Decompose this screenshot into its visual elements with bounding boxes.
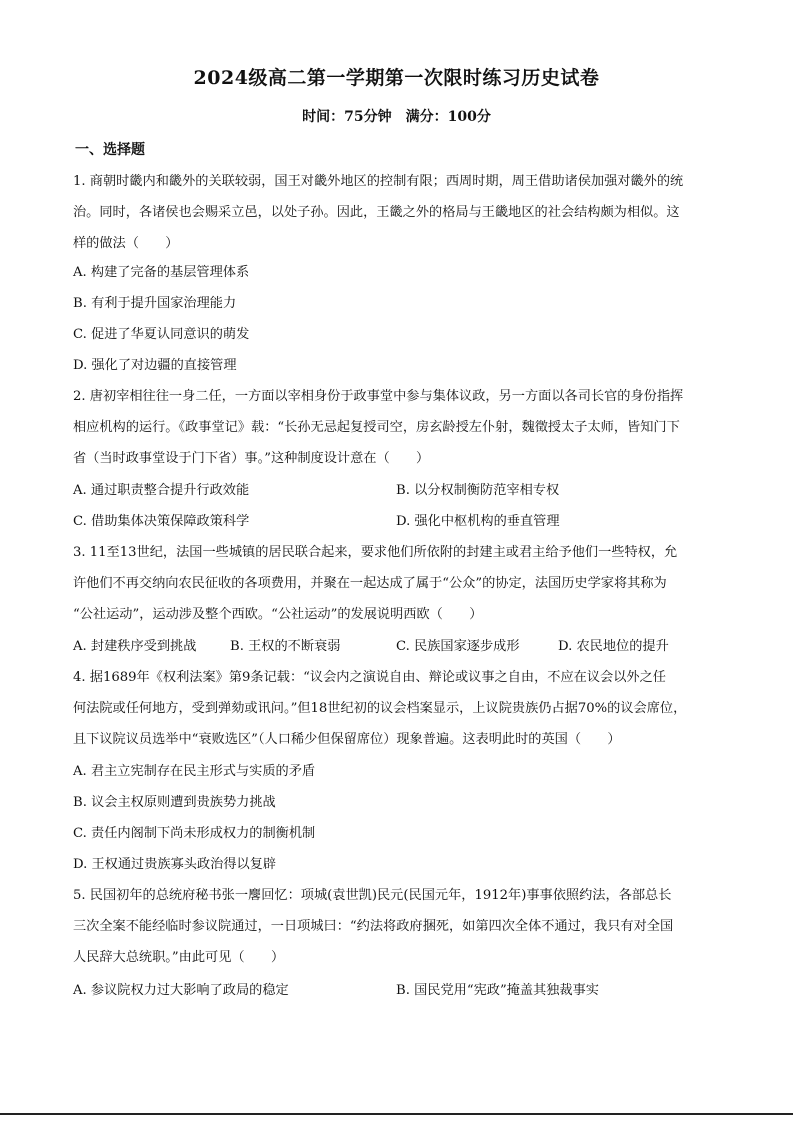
question-3-option-b[interactable]: B. 王权的不断衰弱 — [230, 639, 341, 654]
question-4-option-c[interactable]: C. 责任内阁制下尚未形成权力的制衡机制 — [73, 826, 316, 841]
question-1-option-d[interactable]: D. 强化了对边疆的直接管理 — [73, 358, 237, 373]
question-3-stem-line-2: 许他们不再交纳向农民征收的各项费用，并聚在一起达成了属于“公众”的协定，法国历史学家将其称为 — [73, 576, 667, 591]
question-3-option-a[interactable]: A. 封建秩序受到挑战 — [73, 639, 197, 654]
question-3-stem-line-3: “公社运动”，运动涉及整个西欧。“公社运动”的发展说明西欧（ ） — [73, 607, 483, 622]
question-4-option-d[interactable]: D. 王权通过贵族寡头政治得以复辟 — [73, 857, 277, 872]
question-2-option-d[interactable]: D. 强化中枢机构的垂直管理 — [396, 514, 560, 529]
question-1-option-c[interactable]: C. 促进了华夏认同意识的萌发 — [73, 327, 250, 342]
question-4-stem-line-1: 4. 据1689年《权利法案》第9条记载：“议会内之演说自由、辩论或议事之自由，不应在议会以外之任 — [73, 670, 666, 685]
question-4-option-b[interactable]: B. 议会主权原则遭到贵族势力挑战 — [73, 795, 276, 810]
question-5-option-b[interactable]: B. 国民党用“宪政”掩盖其独裁事实 — [396, 983, 599, 998]
exam-meta — [0, 106, 793, 126]
question-2-stem-line-3: 省（当时政事堂设于门下省）事。”这种制度设计意在（ ） — [73, 451, 430, 466]
question-5-stem-line-2: 三次全案不能经临时参议院通过，一日项城曰：“约法将政府捆死，如第四次全体不通过，我只有对全国 — [73, 919, 674, 934]
section-heading: 一、选择题 — [75, 142, 145, 158]
question-1-stem-line-1: 1. 商朝时畿内和畿外的关联较弱，国王对畿外地区的控制有限；西周时期，周王借助诸侯加强对畿外的统 — [73, 174, 684, 189]
score-label: 满分：100分 — [405, 109, 491, 125]
question-1-stem-line-3: 样的做法（ ） — [73, 236, 179, 251]
question-3-option-c[interactable]: C. 民族国家逐步成形 — [396, 639, 520, 654]
exam-title: 2024级高二第一学期第一次限时练习历史试卷 — [193, 67, 600, 89]
question-4-option-a[interactable]: A. 君主立宪制存在民主形式与实质的矛盾 — [73, 764, 316, 779]
question-1-stem-line-2: 治。同时，各诸侯也会赐采立邑，以处子孙。因此，王畿之外的格局与王畿地区的社会结构颇为相似。这 — [73, 205, 680, 220]
question-2-option-a[interactable]: A. 通过职责整合提升行政效能 — [73, 483, 250, 498]
question-2-option-c[interactable]: C. 借助集体决策保障政策科学 — [73, 514, 250, 529]
question-4-stem-line-3: 且下议院议员选举中“衰败选区”（人口稀少但保留席位）现象普遍。这表明此时的英国（ ） — [73, 732, 621, 747]
page-bottom-divider — [0, 1113, 793, 1115]
question-2-stem-line-2: 相应机构的运行。《政事堂记》载：“长孙无忌起复授司空，房玄龄授左仆射，魏徵授太子太师，皆知门下 — [73, 420, 680, 435]
question-3-option-d[interactable]: D. 农民地位的提升 — [558, 639, 669, 654]
question-5-option-a[interactable]: A. 参议院权力过大影响了政局的稳定 — [73, 983, 289, 998]
question-1-option-b[interactable]: B. 有利于提升国家治理能力 — [73, 296, 237, 311]
question-2-stem-line-1: 2. 唐初宰相往往一身二任，一方面以宰相身份于政事堂中参与集体议政，另一方面以各司长官的身份指挥 — [73, 389, 684, 404]
question-4-stem-line-2: 何法院或任何地方，受到弹劾或讯问。”但18世纪初的议会档案显示，上议院贵族仍占据70%的议会席位， — [73, 701, 687, 716]
time-label: 时间：75分钟 — [302, 109, 392, 125]
question-5-stem-line-1: 5. 民国初年的总统府秘书张一麐回忆：项城(袁世凯)民元(民国元年，1912年)事事依照约法，各部总长 — [73, 888, 672, 903]
question-3-stem-line-1: 3. 11至13世纪，法国一些城镇的居民联合起来，要求他们所依附的封建主或君主给予他们一些特权，允 — [73, 545, 678, 560]
question-2-option-b[interactable]: B. 以分权制衡防范宰相专权 — [396, 483, 560, 498]
question-1-option-a[interactable]: A. 构建了完备的基层管理体系 — [73, 265, 250, 280]
question-5-stem-line-3: 人民辞大总统职。”由此可见（ ） — [73, 950, 285, 965]
